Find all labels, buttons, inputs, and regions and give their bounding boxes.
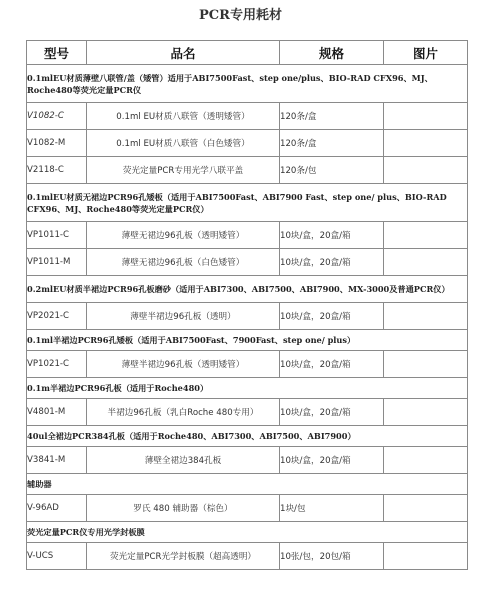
product-spec: 10块/盒，20盒/箱	[280, 249, 384, 276]
product-name: 半裙边96孔板（乳白Roche 480专用）	[87, 399, 280, 426]
product-name: 0.1ml EU材质八联管（白色矮管）	[87, 130, 280, 157]
group-header: 辅助器	[27, 474, 468, 495]
product-spec: 10块/盒，20盒/箱	[280, 399, 384, 426]
table-row	[27, 157, 468, 184]
table-row	[27, 543, 468, 570]
product-image	[384, 351, 468, 378]
table-row	[27, 249, 468, 276]
table-row	[27, 399, 468, 426]
table-header-row	[27, 41, 468, 65]
product-name: 薄壁半裙边96孔板（透明矮管）	[87, 351, 280, 378]
product-image	[384, 303, 468, 330]
column-header-image: 图片	[384, 41, 468, 65]
product-image	[384, 157, 468, 184]
group-header-row	[27, 330, 468, 351]
product-code: VP1011-C	[27, 222, 87, 249]
group-header: 0.2mlEU材质半裙边PCR96孔板磨砂（适用于ABI7300、ABI7500、ABI7900、MX-3000及普通PCR仪）	[27, 276, 468, 303]
group-header: 0.1m半裙边PCR96孔板（适用于Roche480）	[27, 378, 468, 399]
product-name: 荧光定量PCR专用光学八联平盖	[87, 157, 280, 184]
group-header: 0.1mlEU材质薄壁八联管/盖（矮管）适用于ABI7500Fast、step one/plus、BIO-RAD CFX96、MJ、Roche480等荧光定量PCR仪	[27, 65, 468, 103]
product-spec: 120条/盒	[280, 103, 384, 130]
product-name: 薄壁全裙边384孔板	[87, 447, 280, 474]
group-header-row	[27, 474, 468, 495]
product-image	[384, 130, 468, 157]
table-row	[27, 222, 468, 249]
product-image	[384, 447, 468, 474]
product-code: V-UCS	[27, 543, 87, 570]
group-header-row	[27, 184, 468, 222]
group-header: 荧光定量PCR仪专用光学封板膜	[27, 522, 468, 543]
product-code: V3841-M	[27, 447, 87, 474]
product-code: V2118-C	[27, 157, 87, 184]
product-table	[26, 40, 468, 570]
product-spec: 120条/包	[280, 157, 384, 184]
group-header: 40ul全裙边PCR384孔板（适用于Roche480、ABI7300、ABI7500、ABI7900）	[27, 426, 468, 447]
product-spec: 10张/包，20包/箱	[280, 543, 384, 570]
product-spec: 10块/盒，20盒/箱	[280, 351, 384, 378]
product-image	[384, 543, 468, 570]
group-header-row	[27, 65, 468, 103]
product-code: VP1011-M	[27, 249, 87, 276]
product-code: VP1021-C	[27, 351, 87, 378]
column-header-code: 型号	[27, 41, 87, 65]
table-row	[27, 495, 468, 522]
group-header-row	[27, 276, 468, 303]
table-row	[27, 447, 468, 474]
product-name: 薄壁无裙边96孔板（透明矮管）	[87, 222, 280, 249]
table-row	[27, 130, 468, 157]
product-name: 0.1ml EU材质八联管（透明矮管）	[87, 103, 280, 130]
product-code: VP2021-C	[27, 303, 87, 330]
product-image	[384, 495, 468, 522]
product-image	[384, 399, 468, 426]
product-image	[384, 222, 468, 249]
product-image	[384, 103, 468, 130]
table-row	[27, 103, 468, 130]
product-code: V-96AD	[27, 495, 87, 522]
page-title: PCR专用耗材	[199, 8, 282, 23]
product-name: 薄壁无裙边96孔板（白色矮管）	[87, 249, 280, 276]
column-header-name: 品名	[87, 41, 280, 65]
table-row	[27, 351, 468, 378]
product-code: V1082-M	[27, 130, 87, 157]
product-image	[384, 249, 468, 276]
product-name: 荧光定量PCR光学封板膜（超高透明）	[87, 543, 280, 570]
product-name: 罗氏 480 辅助器（棕色）	[87, 495, 280, 522]
group-header-row	[27, 426, 468, 447]
product-spec: 10块/盒，20盒/箱	[280, 303, 384, 330]
product-spec: 10块/盒，20盒/箱	[280, 447, 384, 474]
product-spec: 10块/盒，20盒/箱	[280, 222, 384, 249]
product-spec: 1块/包	[280, 495, 384, 522]
product-code: V4801-M	[27, 399, 87, 426]
group-header: 0.1mlEU材质无裙边PCR96孔矮板（适用于ABI7500Fast、ABI7900 Fast、step one/ plus、BIO-RAD CFX96、MJ、Roche480等荧光定量PCR仪）	[27, 184, 468, 222]
group-header: 0.1ml半裙边PCR96孔矮板（适用于ABI7500Fast、7900Fast、step one/ plus）	[27, 330, 468, 351]
product-spec: 120条/盒	[280, 130, 384, 157]
group-header-row	[27, 378, 468, 399]
table-row	[27, 303, 468, 330]
column-header-spec: 规格	[280, 41, 384, 65]
product-name: 薄壁半裙边96孔板（透明）	[87, 303, 280, 330]
group-header-row	[27, 522, 468, 543]
product-code: V1082-C	[27, 103, 87, 130]
